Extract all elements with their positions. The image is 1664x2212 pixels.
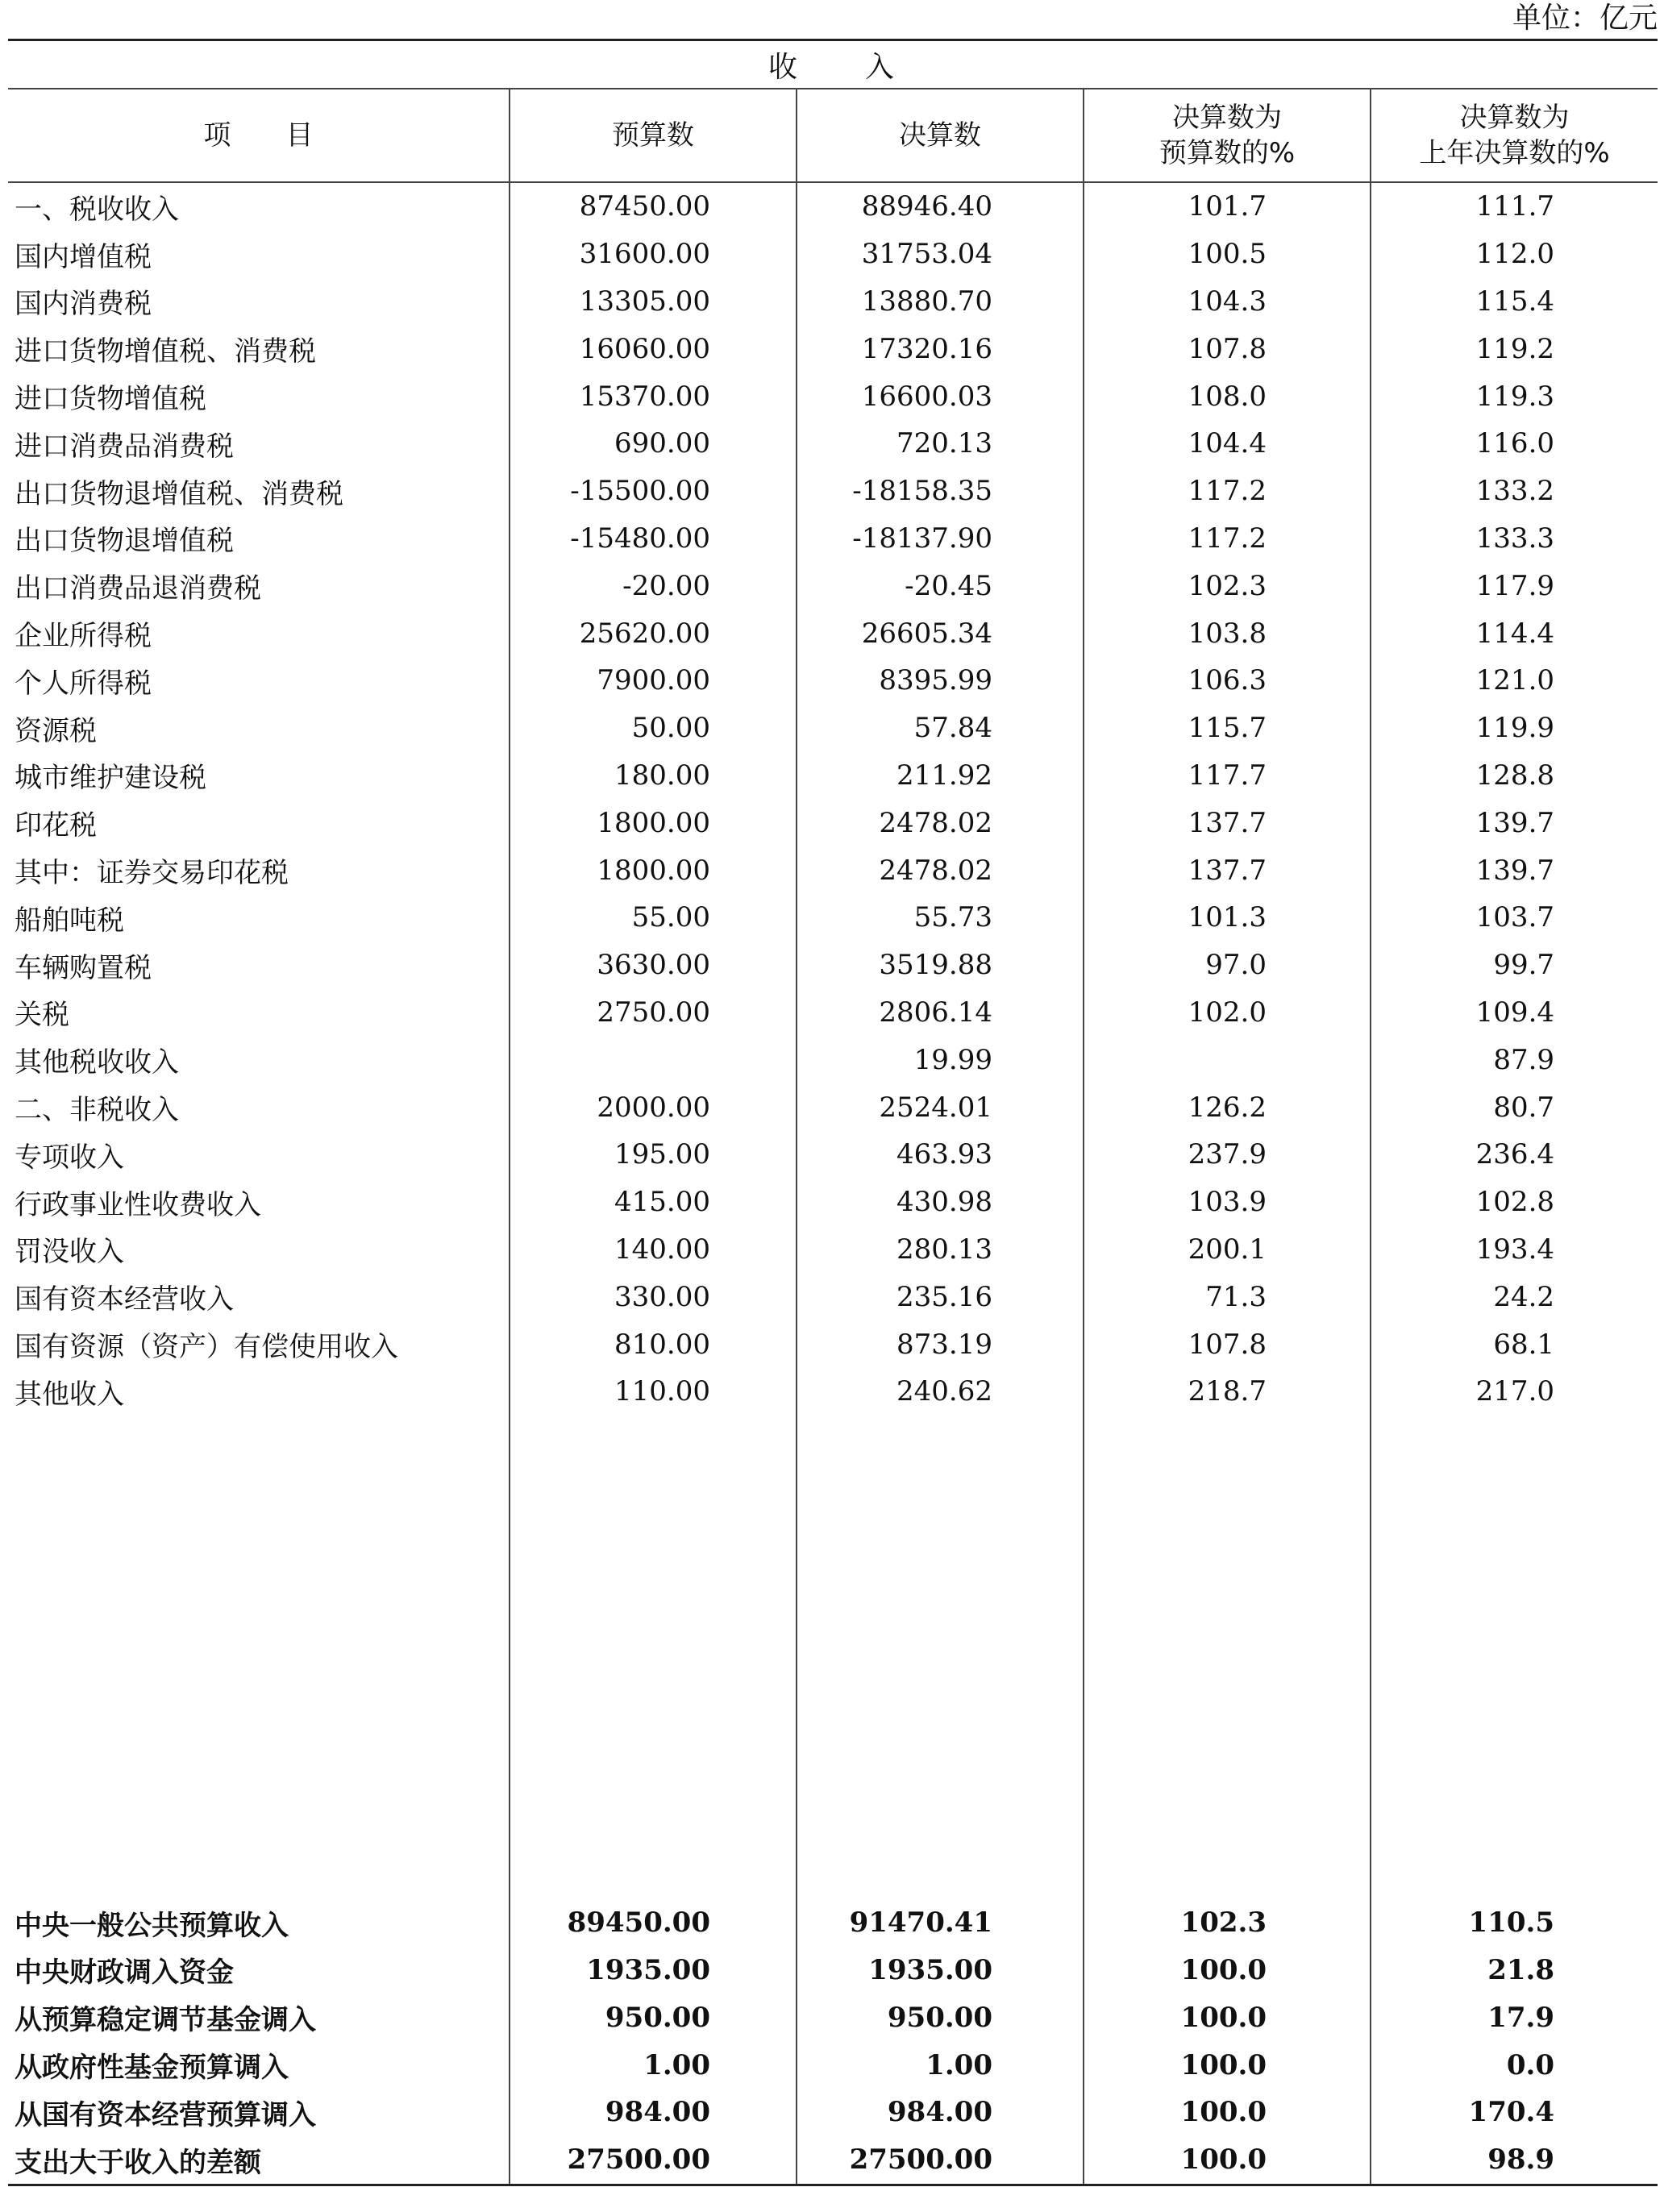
final-value: 2806.14 <box>797 989 1084 1037</box>
row-label: 中央一般公共预算收入 <box>15 1909 289 1942</box>
table-row <box>8 278 1658 326</box>
group-header: 收 入 <box>8 40 1658 89</box>
pct-of-prev-year: 128.8 <box>1371 752 1658 800</box>
final-value: -18158.35 <box>797 468 1084 515</box>
final-value: 240.62 <box>797 1368 1084 1416</box>
table-row <box>8 846 1658 894</box>
row-label: 专项收入 <box>15 1141 124 1174</box>
budget-value: -20.00 <box>510 562 797 609</box>
row-label: 支出大于收入的差额 <box>8 2136 510 2185</box>
pct-of-prev-year: 133.3 <box>1371 515 1658 563</box>
budget-value: 50.00 <box>510 705 797 752</box>
table-spacer <box>8 1416 1658 1899</box>
table-row <box>8 1320 1658 1368</box>
row-label: 一、税收收入 <box>15 193 179 226</box>
table-row <box>8 1036 1658 1083</box>
pct-of-prev-year: 68.1 <box>1371 1320 1658 1368</box>
pct-of-budget: 137.7 <box>1084 846 1371 894</box>
final-value: 235.16 <box>797 1273 1084 1320</box>
table-row <box>8 1226 1658 1274</box>
pct-of-prev-year: 116.0 <box>1371 420 1658 468</box>
row-label: 进口货物增值税、消费税 <box>15 335 316 368</box>
budget-value: 1800.00 <box>510 846 797 894</box>
budget-value: 140.00 <box>510 1226 797 1274</box>
table-row <box>8 468 1658 515</box>
budget-value: 55.00 <box>510 894 797 942</box>
pct-of-prev-year: 236.4 <box>1371 1131 1658 1179</box>
row-label: 出口货物退增值税 <box>15 525 234 558</box>
pct-of-budget: 108.0 <box>1084 372 1371 420</box>
unit-label: 单位：亿元 <box>1512 2 1658 35</box>
pct-of-prev-year: 217.0 <box>1371 1368 1658 1416</box>
table-row <box>8 2089 1658 2136</box>
budget-value: 195.00 <box>510 1131 797 1179</box>
pct-of-prev-year: 133.2 <box>1371 468 1658 515</box>
budget-value: 15370.00 <box>510 372 797 420</box>
pct-of-prev-year: 119.2 <box>1371 325 1658 372</box>
row-label: 进口货物增值税 <box>15 383 206 416</box>
pct-of-prev-year: 115.4 <box>1371 278 1658 326</box>
final-value: 8395.99 <box>797 657 1084 705</box>
table-row <box>8 182 1658 231</box>
table-row <box>8 2136 1658 2185</box>
table-row <box>8 1179 1658 1226</box>
pct-of-budget: 101.7 <box>1084 182 1371 231</box>
budget-value: 2750.00 <box>510 989 797 1037</box>
final-value: 26605.34 <box>797 609 1084 657</box>
budget-value: 2000.00 <box>510 1083 797 1131</box>
budget-value: 3630.00 <box>510 942 797 989</box>
pct-of-prev-year: 119.3 <box>1371 372 1658 420</box>
revenue-table <box>8 39 1658 2186</box>
pct-of-budget: 104.4 <box>1084 420 1371 468</box>
column-header-budget: 预算数 <box>510 89 797 182</box>
table-row <box>8 1131 1658 1179</box>
final-value: 720.13 <box>797 420 1084 468</box>
table-row <box>8 1994 1658 2041</box>
table-row <box>8 562 1658 609</box>
pct-of-prev-year: 112.0 <box>1371 231 1658 278</box>
pct-of-budget: 107.8 <box>1084 325 1371 372</box>
pct-of-budget: 100.5 <box>1084 231 1371 278</box>
budget-value: 690.00 <box>510 420 797 468</box>
final-value: 17320.16 <box>797 325 1084 372</box>
pct-of-budget: 104.3 <box>1084 278 1371 326</box>
final-value: 55.73 <box>797 894 1084 942</box>
row-label: 中央财政调入资金 <box>15 1956 234 1990</box>
row-label: 从预算稳定调节基金调入 <box>15 2004 316 2037</box>
final-value: 13880.70 <box>797 278 1084 326</box>
column-header-pct-budget: 决算数为 预算数的% <box>1084 89 1371 182</box>
pct-of-budget: 103.9 <box>1084 1179 1371 1226</box>
column-header-pct-prev: 决算数为 上年决算数的% <box>1371 89 1658 182</box>
spacer-cell <box>797 1416 1084 1899</box>
budget-value <box>510 1036 797 1083</box>
pct-of-budget: 126.2 <box>1084 1083 1371 1131</box>
pct-of-budget: 117.7 <box>1084 752 1371 800</box>
table-row <box>8 752 1658 800</box>
table-body <box>8 182 1658 2185</box>
row-label: 罚没收入 <box>15 1236 124 1269</box>
pct-of-budget: 100.0 <box>1084 2089 1371 2136</box>
pct-of-prev-year: 193.4 <box>1371 1226 1658 1274</box>
budget-value: 415.00 <box>510 1179 797 1226</box>
pct-of-prev-year: 110.5 <box>1371 1899 1658 1947</box>
budget-value: 7900.00 <box>510 657 797 705</box>
final-value: 463.93 <box>797 1131 1084 1179</box>
final-value: 31753.04 <box>797 231 1084 278</box>
table-row <box>8 1947 1658 1994</box>
table-row <box>8 705 1658 752</box>
row-label: 进口消费品消费税 <box>15 430 234 463</box>
pct-of-budget: 102.0 <box>1084 989 1371 1037</box>
pct-of-prev-year: 21.8 <box>1371 1947 1658 1994</box>
row-label: 印花税 <box>15 809 97 842</box>
table-row <box>8 2041 1658 2089</box>
final-value: 950.00 <box>797 1994 1084 2041</box>
pct-of-budget: 107.8 <box>1084 1320 1371 1368</box>
final-value: 211.92 <box>797 752 1084 800</box>
final-value: 57.84 <box>797 705 1084 752</box>
row-label: 出口货物退增值税、消费税 <box>15 477 343 510</box>
pct-of-prev-year: 119.9 <box>1371 705 1658 752</box>
budget-value: 984.00 <box>510 2089 797 2136</box>
row-label: 二、非税收入 <box>15 1094 179 1127</box>
row-label: 其他税收收入 <box>15 1046 179 1079</box>
budget-value: 13305.00 <box>510 278 797 326</box>
pct-of-prev-year: 103.7 <box>1371 894 1658 942</box>
spacer-cell <box>1371 1416 1658 1899</box>
final-value: 1935.00 <box>797 1947 1084 1994</box>
pct-of-budget: 100.0 <box>1084 2136 1371 2185</box>
budget-value: -15480.00 <box>510 515 797 563</box>
budget-value: 180.00 <box>510 752 797 800</box>
final-value: 27500.00 <box>797 2136 1084 2185</box>
pct-of-prev-year: 170.4 <box>1371 2089 1658 2136</box>
budget-value: 16060.00 <box>510 325 797 372</box>
pct-of-budget: 117.2 <box>1084 468 1371 515</box>
pct-of-prev-year: 24.2 <box>1371 1273 1658 1320</box>
pct-of-budget: 71.3 <box>1084 1273 1371 1320</box>
budget-value: -15500.00 <box>510 468 797 515</box>
pct-of-budget: 102.3 <box>1084 1899 1371 1947</box>
pct-of-prev-year: 99.7 <box>1371 942 1658 989</box>
pct-of-budget: 100.0 <box>1084 2041 1371 2089</box>
table-row <box>8 1083 1658 1131</box>
row-label: 关税 <box>15 999 69 1032</box>
final-value: 88946.40 <box>797 182 1084 231</box>
row-label: 资源税 <box>15 714 97 747</box>
table-row <box>8 894 1658 942</box>
table-row <box>8 1899 1658 1947</box>
pct-of-prev-year: 109.4 <box>1371 989 1658 1037</box>
row-label: 船舶吨税 <box>15 904 124 937</box>
row-label: 从国有资本经营预算调入 <box>15 2098 316 2131</box>
pct-of-prev-year: 111.7 <box>1371 182 1658 231</box>
budget-value: 110.00 <box>510 1368 797 1416</box>
budget-value: 1.00 <box>510 2041 797 2089</box>
pct-of-prev-year: 80.7 <box>1371 1083 1658 1131</box>
budget-value: 89450.00 <box>510 1899 797 1947</box>
final-value: 19.99 <box>797 1036 1084 1083</box>
pct-of-prev-year: 87.9 <box>1371 1036 1658 1083</box>
pct-of-budget: 103.8 <box>1084 609 1371 657</box>
table-row <box>8 942 1658 989</box>
spacer-cell <box>1084 1416 1371 1899</box>
final-value: 430.98 <box>797 1179 1084 1226</box>
final-value: 984.00 <box>797 2089 1084 2136</box>
pct-of-budget: 97.0 <box>1084 942 1371 989</box>
budget-value: 950.00 <box>510 1994 797 2041</box>
final-value: 2478.02 <box>797 799 1084 846</box>
pct-of-prev-year: 98.9 <box>1371 2136 1658 2185</box>
pct-of-budget: 237.9 <box>1084 1131 1371 1179</box>
pct-of-budget: 106.3 <box>1084 657 1371 705</box>
final-value: 1.00 <box>797 2041 1084 2089</box>
row-label: 企业所得税 <box>15 620 152 653</box>
table-row <box>8 657 1658 705</box>
budget-value: 1800.00 <box>510 799 797 846</box>
table-row <box>8 799 1658 846</box>
table-row <box>8 609 1658 657</box>
row-label: 城市维护建设税 <box>15 762 206 795</box>
table-row <box>8 231 1658 278</box>
row-label: 车辆购置税 <box>15 951 152 984</box>
final-value: -20.45 <box>797 562 1084 609</box>
pct-of-budget: 137.7 <box>1084 799 1371 846</box>
final-value: 873.19 <box>797 1320 1084 1368</box>
pct-of-budget: 200.1 <box>1084 1226 1371 1274</box>
pct-of-budget: 101.3 <box>1084 894 1371 942</box>
budget-value: 27500.00 <box>510 2136 797 2185</box>
table-row <box>8 989 1658 1037</box>
table-row <box>8 515 1658 563</box>
row-label: 从政府性基金预算调入 <box>15 2052 289 2084</box>
pct-of-prev-year: 139.7 <box>1371 799 1658 846</box>
row-label: 个人所得税 <box>15 667 152 700</box>
final-value: 3519.88 <box>797 942 1084 989</box>
row-label: 其他收入 <box>15 1378 124 1411</box>
pct-of-prev-year: 17.9 <box>1371 1994 1658 2041</box>
pct-of-prev-year: 117.9 <box>1371 562 1658 609</box>
column-header-final: 决算数 <box>797 89 1084 182</box>
table-row <box>8 325 1658 372</box>
budget-value: 87450.00 <box>510 182 797 231</box>
column-header-item: 项 目 <box>8 89 510 182</box>
spacer-cell <box>8 1416 510 1899</box>
final-value: 2524.01 <box>797 1083 1084 1131</box>
budget-value: 1935.00 <box>510 1947 797 1994</box>
row-label: 国内增值税 <box>15 240 152 273</box>
row-label: 国有资本经营收入 <box>15 1283 234 1316</box>
final-value: 280.13 <box>797 1226 1084 1274</box>
pct-of-budget: 100.0 <box>1084 1994 1371 2041</box>
table-row <box>8 1273 1658 1320</box>
row-label: 国内消费税 <box>15 288 152 321</box>
table-row <box>8 1368 1658 1416</box>
pct-of-budget: 115.7 <box>1084 705 1371 752</box>
pct-of-prev-year: 102.8 <box>1371 1179 1658 1226</box>
pct-of-prev-year: 121.0 <box>1371 657 1658 705</box>
pct-of-budget: 117.2 <box>1084 515 1371 563</box>
final-value: 91470.41 <box>797 1899 1084 1947</box>
row-label: 其中：证券交易印花税 <box>15 857 289 890</box>
spacer-cell <box>510 1416 797 1899</box>
budget-value: 330.00 <box>510 1273 797 1320</box>
pct-of-budget: 102.3 <box>1084 562 1371 609</box>
pct-of-budget: 100.0 <box>1084 1947 1371 1994</box>
pct-of-prev-year: 139.7 <box>1371 846 1658 894</box>
row-label: 行政事业性收费收入 <box>15 1188 261 1221</box>
final-value: 2478.02 <box>797 846 1084 894</box>
pct-of-prev-year: 114.4 <box>1371 609 1658 657</box>
row-label: 出口消费品退消费税 <box>15 572 261 605</box>
pct-of-budget: 218.7 <box>1084 1368 1371 1416</box>
final-value: -18137.90 <box>797 515 1084 563</box>
budget-value: 810.00 <box>510 1320 797 1368</box>
table-row <box>8 372 1658 420</box>
row-label: 国有资源（资产）有偿使用收入 <box>15 1331 398 1364</box>
table-row <box>8 420 1658 468</box>
final-value: 16600.03 <box>797 372 1084 420</box>
pct-of-budget <box>1084 1036 1371 1083</box>
budget-value: 25620.00 <box>510 609 797 657</box>
budget-value: 31600.00 <box>510 231 797 278</box>
pct-of-prev-year: 0.0 <box>1371 2041 1658 2089</box>
